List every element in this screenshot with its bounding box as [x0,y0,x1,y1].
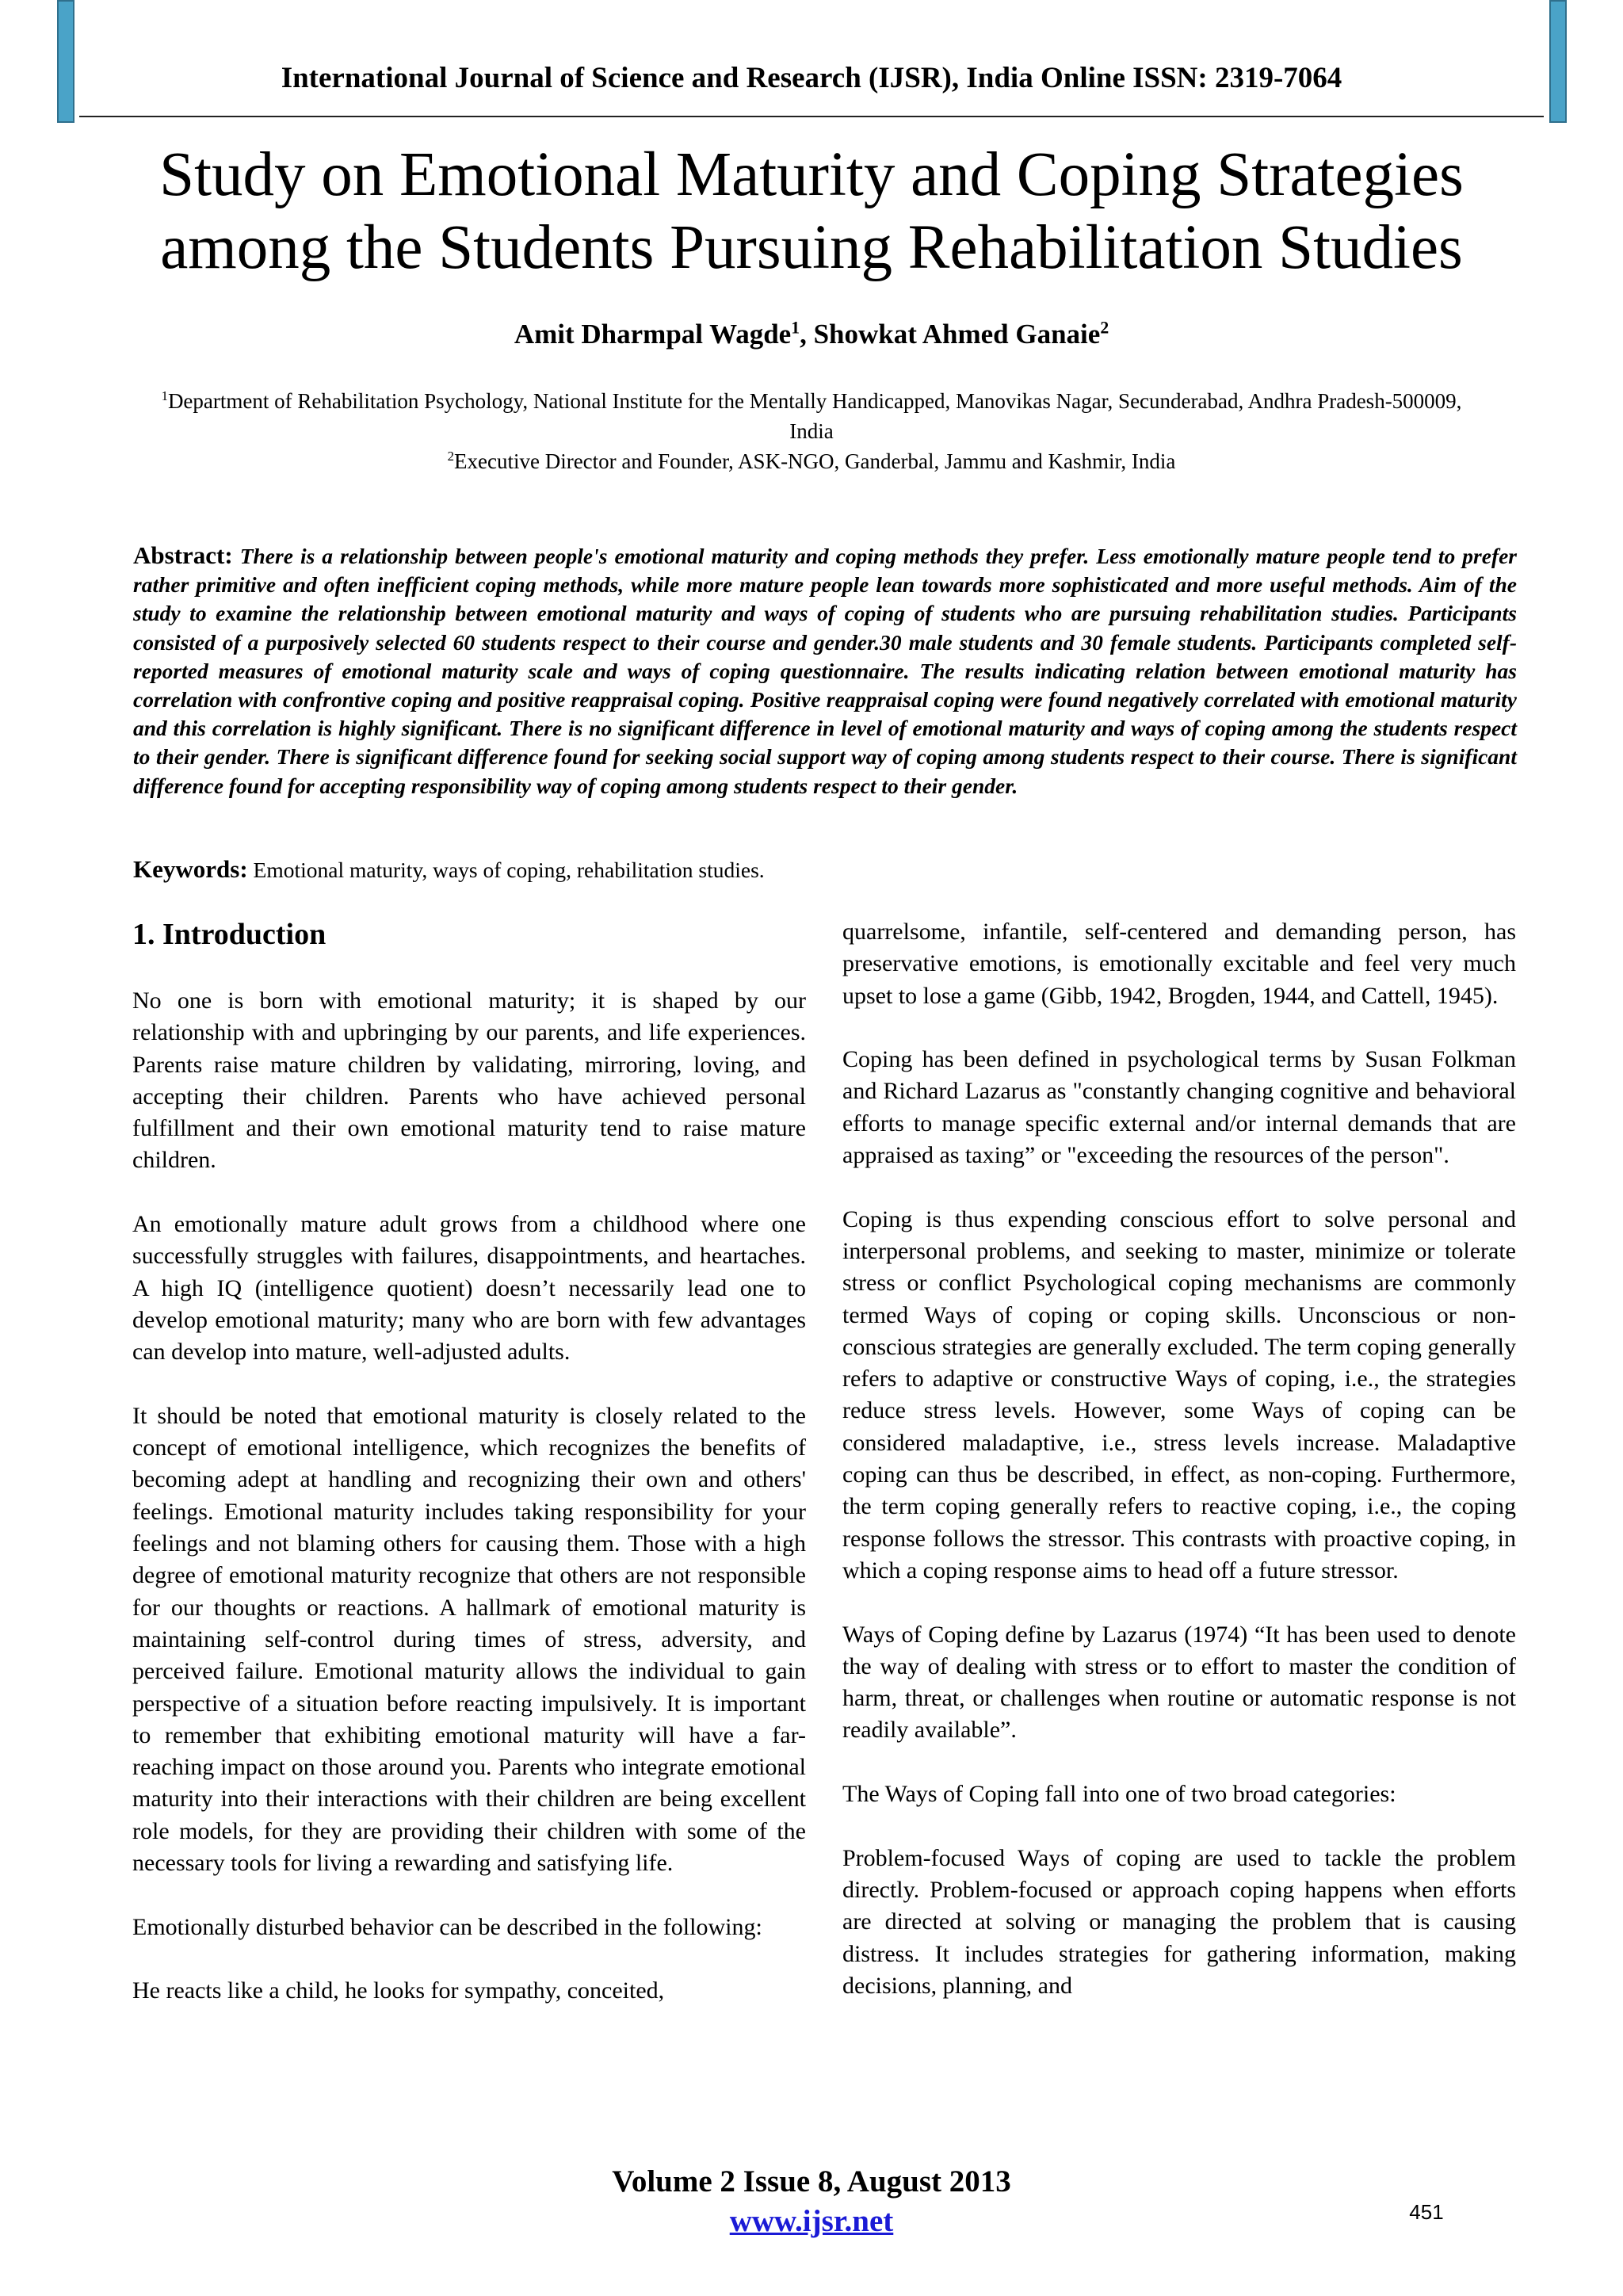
footer-volume: Volume 2 Issue 8, August 2013 [612,2164,1011,2199]
left-column [132,915,806,2008]
header-divider [79,116,1544,117]
right-column [842,916,1516,2002]
left-paragraph-3: It should be noted that emotional maturity is closely related to the concept of emotional intelligence, which recognizes the benefits of becoming adept at handling and recognizing their own and others' feelings. Emotional maturity includes taking responsibility for your feelings and not blaming others for causing them. Those with a high degree of emotional maturity recognize that others are not responsible for our thoughts or reactions. A hallmark of emotional maturity is maintaining self-control during times of stress, adversity, and perceived failure. Emotional maturity allows the individual to gain perspective of a situation before reacting impulsively. It is important to remember that exhibiting emotional maturity will have a far-reaching impact on those around you. Parents who integrate emotional maturity into their interactions with their children are being excellent role models, for they are providing their children with some of the necessary tools for living a rewarding and satisfying life. [132,1402,806,1877]
affiliation-2 [158,446,1465,476]
right-paragraph-3: Coping is thus expending conscious effort to solve personal and interpersonal problems, and seeking to master, minimize or tolerate stress or conflict Psychological coping mechanisms are commonly termed Ways of coping or coping skills. Unconscious or non-conscious strategies are generally excluded. The term coping generally refers to adaptive or constructive Ways of coping, i.e., the strategies reduce stress levels. However, some Ways of coping can be considered maladaptive, i.e., stress levels increase. Maladaptive coping can thus be described, in effect, as non-coping. Furthermore, the term coping generally refers to reactive coping, i.e., the coping response follows the stressor. This contrasts with proactive coping, in which a coping response aims to head off a future stressor. [842,1205,1516,1584]
affiliation-2-mark: 2 [447,449,454,464]
keywords [133,854,1517,886]
journal-header: International Journal of Science and Research (IJSR), India Online ISSN: 2319-7064 [281,62,1342,94]
page-number: 451 [1409,2200,1444,2224]
left-paragraph-4: Emotionally disturbed behavior can be described in the following: [132,1913,762,1940]
author-2-name: Showkat Ahmed Ganaie [813,319,1101,350]
keywords-text: Emotional maturity, ways of coping, rehabilitation studies. [247,858,765,882]
affiliation-2-text: Executive Director and Founder, ASK-NGO, Ganderbal, Jammu and Kashmir, India [454,449,1176,473]
affiliations [158,386,1465,476]
author-1-affiliation-mark: 1 [791,318,800,338]
left-paragraph-2: An emotionally mature adult grows from a childhood where one successfully struggles with failures, disappointments, and heartaches. A high IQ (intelligence quotient) doesn’t necessarily lead one to develop emotional maturity; many who are born with few advantages can develop into mature, well-adjusted adults. [132,1211,806,1366]
right-paragraph-4: Ways of Coping define by Lazarus (1974) “It has been used to denote the way of dealing with stress or to effort to master the condition of harm, threat, or challenges when routine or automatic response is not readily available”. [842,1621,1516,1744]
author-list [0,315,1623,353]
left-paragraph-1: No one is born with emotional maturity; it is shaped by our relationship with and upbringing by our parents, and life experiences. Parents raise mature children by validating, mirroring, loving, and accepting their children. Parents who have achieved personal fulfillment and their own emotional maturity tend to raise mature children. [132,988,806,1174]
footer-website-link[interactable]: www.ijsr.net [729,2204,894,2238]
right-paragraph-2: Coping has been defined in psychological terms by Susan Folkman and Richard Lazarus as "constantly changing cognitive and behavioral efforts to manage specific external and/or internal demands that are appraised as taxing” or "exceeding the resources of the person". [842,1046,1516,1169]
affiliation-1 [158,386,1465,446]
paper-title [79,139,1544,285]
affiliation-1-mark: 1 [161,388,168,403]
title-line-1: Study on Emotional Maturity and Coping Strategies [159,140,1464,209]
abstract-text: There is a relationship between people's emotional maturity and coping methods they prefer. Less emotionally mature people tend to prefer rather primitive and often inefficient coping methods, while more mature people lean towards more sophisticated and more useful methods. Aim of the study to examine the relationship between emotional maturity and ways of coping of students who are pursuing rehabilitation studies. Participants consisted of a purposively selected 60 students respect to their course and gender.30 male students and 30 female students. Participants completed self-reported measures of emotional maturity scale and ways of coping questionnaire. The results indicating relation between emotional maturity has correlation with confrontive coping and positive reappraisal coping. Positive reappraisal coping were found negatively correlated with emotional maturity and this correlation is highly significant. There is no significant difference in level of emotional maturity and ways of coping among the students respect to their gender. There is significant difference found for seeking social support way of coping among students respect to their course. There is significant difference found for accepting responsibility way of coping among students respect to their gender. [133,544,1518,798]
abstract-label: Abstract: [133,541,233,569]
section-heading-introduction: 1. Introduction [132,918,327,951]
affiliation-1-text: Department of Rehabilitation Psychology, National Institute for the Mentally Handicapped, Manovikas Nagar, Secunderabad, Andhra Pradesh-500009, India [167,389,1462,443]
right-paragraph-1: quarrelsome, infantile, self-centered and demanding person, has preservative emotions, is emotionally excitable and feel very much upset to lose a game (Gibb, 1942, Brogden, 1944, and Cattell, 1945). [842,919,1516,1009]
left-paragraph-5: He reacts like a child, he looks for sympathy, conceited, [132,1977,665,2004]
right-paragraph-5: The Ways of Coping fall into one of two broad categories: [842,1781,1396,1808]
author-2-affiliation-mark: 2 [1100,318,1109,338]
right-paragraph-6: Problem-focused Ways of coping are used to tackle the problem directly. Problem-focused or approach coping happens when efforts are directed at solving or managing the problem that is causing distress. It includes strategies for gathering information, making decisions, planning, and [842,1844,1516,1999]
keywords-label: Keywords: [133,855,248,883]
author-separator: , [800,319,814,350]
author-1-name: Amit Dharmpal Wagde [514,319,792,350]
title-line-2: among the Students Pursuing Rehabilitation Studies [160,213,1463,282]
abstract [133,541,1517,800]
